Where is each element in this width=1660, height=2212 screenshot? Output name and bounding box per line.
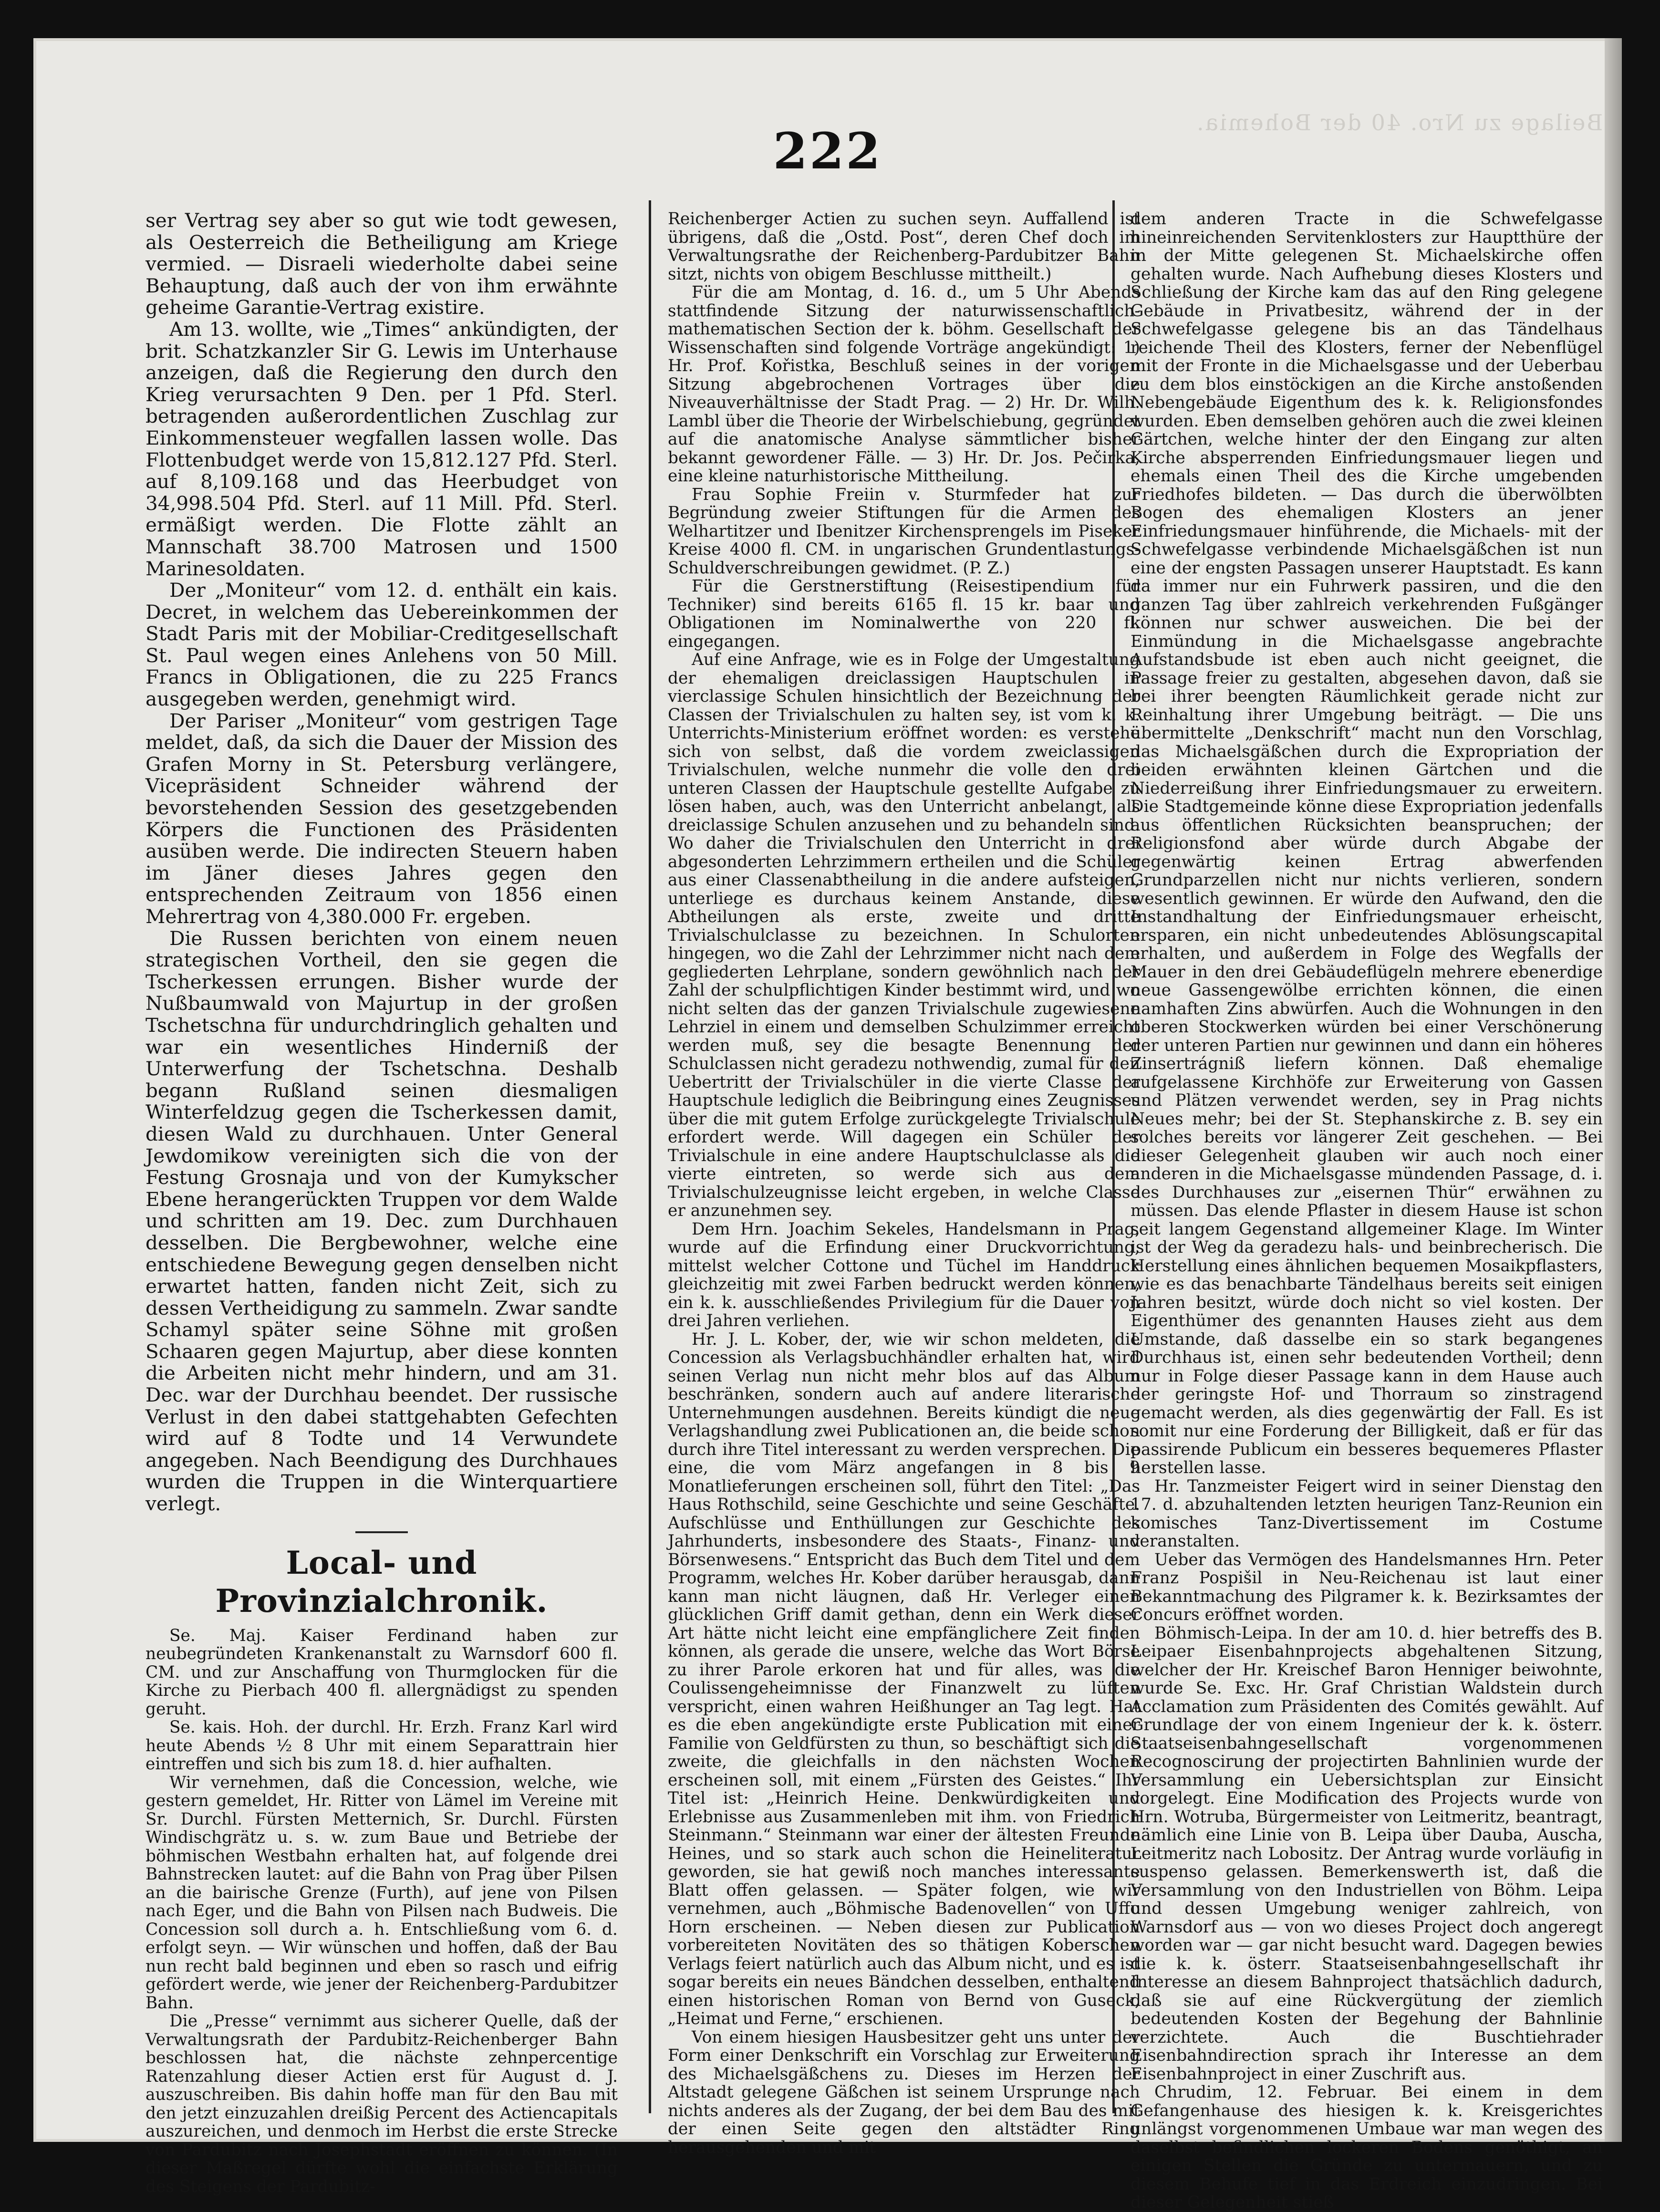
bleed-through-text: Beilage zu Nro. 40 der Bohemia. — [1195, 110, 1603, 135]
article-paragraph: Am 13. wollte, wie „Times“ ankündigten, der brit. Schatzkanzler Sir G. Lewis im Unterhause anzeigen, daß die Regierung den durch den Krieg verursachten 9 Den. per 1 Pfd. Sterl. betragenden außerordentlichen Zuschlag zur Einkommensteuer wegfallen lassen wolle. Das Flottenbudget werde von 15,812.127 Pfd. Sterl. auf 8,109.168 und das Heerbudget von 34,998.504 Pfd. Sterl. auf 11 Mill. Pfd. Sterl. ermäßigt werden. Die Flotte zählt an Mannschaft 38.700 Matrosen und 1500 Marinesoldaten. — [145, 317, 618, 580]
news-item: Böhmisch-Leipa. In der am 10. d. hier betreffs des B. Leipaer Eisenbahnprojects abgehaltenen Sitzung, welcher der Hr. Kreischef Baron Henniger beiwohnte, wurde Se. Exc. Hr. Graf Christian Waldstein durch Acclamation zum Präsidenten des Comités gewählt. Auf Grundlage der von einem Ingenieur der k. k. österr. Staatseisenbahngesellschaft vorgenommenen Recognoscirung der projectirten Bahnlinien wurde der Versammlung ein Uebersichtsplan zur Einsicht vorgelegt. Eine Modification des Projects wurde von Hrn. Wotruba, Bürgermeister von Leitmeritz, beantragt, nämlich eine Linie von B. Leipa über Dauba, Auscha, Leitmeritz nach Lobositz. Der Antrag wurde vorläufig in suspenso gelassen. Bemerkenswerth ist, daß die Versammlung von den Industriellen von Böhm. Leipa und dessen Umgebung weniger zahlreich, von Warnsdorf aus — von wo dieses Project doch angeregt worden war — gar nicht besucht ward. Dagegen bewies die k. k. österr. Staatseisenbahngesellschaft ihr Interesse an diesem Bahnproject thatsächlich dadurch, daß sie auf eine Rückvergütung der ziemlich bedeutenden Kosten der Begehung der Bahnlinie verzichtete. Auch die Buschtiehrader Eisenbahndirection sprach ihr Interesse an dem Eisenbahnproject in einer Zuschrift aus. — [1131, 1623, 1603, 2084]
article-paragraph: ser Vertrag sey aber so gut wie todt gewesen, als Oesterreich die Betheiligung am Kriege vermied. — Disraeli wiederholte dabei seine Behauptung, daß auch der von ihm erwähnte geheime Garantie-Vertrag existire. — [145, 209, 618, 319]
news-item: Dem Hrn. Joachim Sekeles, Handelsmann in Prag, wurde auf die Erfindung einer Druckvorrichtung, mittelst welcher Cottone und Tüchel im Handdruck gleichzeitig mit zwei Farben bedruckt werden können, ein k. k. ausschließendes Privilegium für die Dauer von drei Jahren verliehen. — [668, 1219, 1140, 1330]
column-2 — [668, 209, 1140, 2157]
section-heading: Local- und Provinzialchronik. — [215, 1544, 548, 1620]
news-item: Hr. J. L. Kober, der, wie wir schon meldeten, die Concession als Verlagsbuchhändler erhalten hat, wird seinen Verlag nun nicht mehr blos auf das Album beschränken, sondern auch auf andere literarische Unternehmungen ausdehnen. Bereits kündigt die neue Verlagshandlung zwei Publicationen an, die beide schon durch ihre Titel interessant zu werden versprechen. Die eine, die vom März angefangen in 8 bis 9 Monatlieferungen erscheinen soll, führt den Titel: „Das Haus Rothschild, seine Geschichte und seine Geschäfte. Aufschlüsse und Enthüllungen zur Geschichte des Jahrhunderts, insbesondere des Staats-, Finanz- und Börsenwesens.“ Entspricht das Buch dem Titel und dem Programm, welches Hr. Kober darüber herausgab, dann kann man nicht läugnen, daß Hr. Verleger einen glücklichen Griff damit gethan, denn ein Werk dieser Art hätte nicht leicht eine empfänglichere Zeit finden können, als gerade die unsere, welche das Wort Börse zu ihrer Parole erkoren hat und für alles, was die Coulissengeheimnisse der Finanzwelt zu lüften verspricht, einen wahren Heißhunger an Tag legt. Hat es die eben angekündigte erste Publication mit einer Familie von Geldfürsten zu thun, so beschäftigt sich die zweite, die gleichfalls in den nächsten Wochen erscheinen soll, mit einem „Fürsten des Geistes.“ Ihr Titel ist: „Heinrich Heine. Denkwürdigkeiten und Erlebnisse aus Zusammenleben mit ihm. von Friedrich Steinmann.“ Steinmann war einer der ältesten Freunde Heines, und so stark auch schon die Heineliteratur geworden, sie hat gewiß noch manches interessante Blatt offen gelassen. — Später folgen, wie wir vernehmen, auch „Böhmische Badenovellen“ von Uffo Horn erscheinen. — Neben diesen zur Publication vorbereiteten Novitäten des so thätigen Koberschen Verlags feiert natürlich auch das Album nicht, und es ist sogar bereits ein neues Bändchen desselben, enthaltend einen historischen Roman von Bernd von Guseck, „Heimat und Ferne,“ erschienen. — [668, 1329, 1140, 2028]
news-item: dem anderen Tracte in die Schwefelgasse hineinreichenden Servitenklosters zur Hauptthüre der in der Mitte gelegenen St. Michaelskirche offen gehalten wurde. Nach Aufhebung dieses Klosters und Schließung der Kirche kam das auf den Ring gelegene Gebäude in Privatbesitz, während der in der Schwefelgasse gelegene bis an das Tändelhaus reichende Theil des Klosters, ferner der Nebenflügel mit der Fronte in die Michaelsgasse und der Ueberbau zu dem blos einstöckigen an die Kirche anstoßenden Nebengebäude Eigenthum des k. k. Religionsfondes wurden. Eben demselben gehören auch die zwei kleinen Gärtchen, welche hinter der den Eingang zur alten Kirche absperrenden Einfriedungsmauer liegen und ehemals einen Theil des die Kirche umgebenden Friedhofes bildeten. — Das durch die überwölbten Bogen des ehemaligen Klosters an jener Einfriedungsmauer hinführende, die Michaels- mit der Schwefelgasse verbindende Michaelsgäßchen ist nun eine der engsten Passagen unserer Hauptstadt. Es kann da immer nur ein Fuhrwerk passiren, und die den ganzen Tag über zahlreich verkehrenden Fußgänger können nur schwer ausweichen. Die bei der Einmündung in die Michaelsgasse angebrachte Aufstandsbude ist eben auch nicht geeignet, die Passage freier zu gestalten, abgesehen davon, daß sie bei ihrer beengten Räumlichkeit gerade nicht zur Reinhaltung ihrer Umgebung beiträgt. — Die uns übermittelte „Denkschrift“ macht nun den Vorschlag, das Michaelsgäßchen durch die Expropriation der beiden erwähnten kleinen Gärtchen und die Niederreißung ihrer Einfriedungsmauer zu erweitern. Die Stadtgemeinde könne diese Expropriation jedenfalls aus öffentlichen Rücksichten beanspruchen; der Religionsfond aber würde durch Abgabe der gegenwärtig keinen Ertrag abwerfenden Grundparzellen nicht nur nichts verlieren, sondern wesentlich gewinnen. Er würde den Aufwand, den die Instandhaltung der Einfriedungsmauer erheischt, ersparen, ein nicht unbedeutendes Ablösungscapital erhalten, und außerdem in Folge des Wegfalls der Mauer in den drei Gebäudeflügeln mehrere ebenerdige neue Gassengewölbe errichten können, die einen namhaften Zins abwürfen. Auch die Wohnungen in den oberen Stockwerken würden bei einer Verschönerung der unteren Partien nur gewinnen und dann ein höheres Zinsertrágniß liefern können. Daß ehemalige aufgelassene Kirchhöfe zur Erweiterung von Gassen und Plätzen verwendet werden, sey in Prag nichts Neues mehr; bei der St. Stephanskirche z. B. sey ein solches bereits vor längerer Zeit geschehen. — Bei dieser Gelegenheit glauben wir auch noch einer anderen in die Michaelsgasse mündenden Passage, d. i. des Durchhauses zur „eisernen Thür“ erwähnen zu müssen. Das elende Pflaster in diesem Hause ist schon seit langem Gegenstand allgemeiner Klage. Im Winter ist der Weg da geradezu hals- und beinbrecherisch. Die Herstellung eines ähnlichen bequemen Mosaikpflasters, wie es das benachbarte Tändelhaus bereits seit einigen Jahren besitzt, würde doch nicht so viel kosten. Der Eigenthümer des genannten Hauses zieht aus dem Umstande, daß dasselbe ein so stark begangenes Durchhaus ist, einen sehr bedeutenden Vortheil; denn nur in Folge dieser Passage kann in dem Hause auch der geringste Hof- und Thorraum so zinstragend gemacht werden, als dies gegenwärtig der Fall. Es ist somit nur eine Forderung der Billigkeit, daß er für das passirende Publicum ein besseres bequemeres Pflaster herstellen lasse. — [1131, 209, 1603, 1477]
column-1 — [145, 209, 618, 2196]
page-edge-shadow — [1605, 38, 1622, 2142]
newspaper-page — [33, 38, 1622, 2212]
news-item: Se. Maj. Kaiser Ferdinand haben zur neubegründeten Krankenanstalt zu Warnsdorf 600 fl. CM. und zur Anschaffung von Thurmglocken für die Kirche zu Pierbach 400 fl. allergnädigst zu spenden geruht. — [145, 1626, 618, 1719]
news-item: Frau Sophie Freiin v. Sturmfeder hat zur Begründung zweier Stiftungen für die Armen des Welhartitzer und Ibenitzer Kirchensprengels im Piseker Kreise 4000 fl. CM. in ungarischen Grundentlastungs-Schuldverschreibungen gewidmet. (P. Z.) — [668, 485, 1140, 578]
column-3 — [1131, 209, 1603, 2212]
news-item: Reichenberger Actien zu suchen seyn. Auffallend ist übrigens, daß die „Ostd. Post“, deren Chef doch im Verwaltungsrathe der Reichenberg-Pardubitzer Bahn sitzt, nichts von obigem Beschlusse mittheilt.) — [668, 209, 1140, 284]
news-item: Für die am Montag, d. 16. d., um 5 Uhr Abends stattfindende Sitzung der naturwissenschaftlich-mathematischen Section der k. böhm. Gesellschaft der Wissenschaften sind folgende Vorträge angekündigt: 1) Hr. Prof. Kořistka, Beschluß seines in der vorigen Sitzung abgebrochenen Vortrages über die Niveauverhältnisse der Stadt Prag. — 2) Hr. Dr. Wilh. Lambl über die Theorie der Wirbelschiebung, gegründet auf die anatomische Analyse sämmtlicher bisher bekannt gewordener Fälle. — 3) Hr. Dr. Jos. Pečirka, eine kleine naturhistorische Mittheilung. — [668, 283, 1140, 486]
section-divider — [355, 1531, 408, 1533]
news-item: Ueber das Vermögen des Handelsmannes Hrn. Peter Franz Pospišil in Neu-Reichenau ist laut einer Bekanntmachung des Pilgramer k. k. Bezirksamtes der Concurs eröffnet worden. — [1131, 1550, 1603, 1624]
article-paragraph: Der Pariser „Moniteur“ vom gestrigen Tage meldet, daß, da sich die Dauer der Mission des Grafen Morny in St. Petersburg verlängere, Vicepräsident Schneider während der bevorstehenden Session des gesetzgebenden Körpers die Functionen des Präsidenten ausüben werde. Die indirecten Steuern haben im Jäner dieses Jahres gegen den entsprechenden Zeitraum von 1856 einen Mehrertrag von 4,380.000 Fr. ergeben. — [145, 709, 618, 928]
news-item: Von einem hiesigen Hausbesitzer geht uns unter der Form einer Denkschrift ein Vorschlag zur Erweiterung des Michaelsgäßchens zu. Dieses im Herzen der Altstadt gelegene Gäßchen ist seinem Ursprunge nach nichts anderes als der Zugang, der bei dem Bau des mit der einen Seite gegen den altstädter Ring herausgehenden und mit — [668, 2027, 1140, 2157]
article-paragraph: Die Russen berichten von einem neuen strategischen Vortheil, den sie gegen die Tscherkessen errungen. Bisher wurde der Nußbaumwald von Majurtup in der großen Tschetschna für undurchdringlich gehalten und war ein wesentliches Hinderniß der Unterwerfung der Tschetschna. Deshalb begann Rußland seinen diesmaligen Winterfeldzug gegen die Tscherkessen damit, diesen Wald zu durchhauen. Unter General Jewdomikow vereinigten sich die von der Festung Grosnaja und von der Kumykscher Ebene herangerückten Truppen vor dem Walde und schritten am 19. Dec. zum Durchhauen desselben. Die Bergbewohner, welche eine entschiedene Bewegung gegen denselben nicht erwartet hatten, fanden nicht Zeit, sich zu dessen Vertheidigung zu sammeln. Zwar sandte Schamyl später seine Söhne mit großen Schaaren gegen Majurtup, aber diese konnten die Arbeiten nicht mehr hindern, und am 31. Dec. war der Durchhau beendet. Der russische Verlust in den dabei stattgehabten Gefechten wird auf 8 Todte und 14 Verwundete angegeben. Nach Beendigung des Durchhaues wurden die Truppen in die Winterquartiere verlegt. — [145, 926, 618, 1516]
news-item: Wir vernehmen, daß die Concession, welche, wie gestern gemeldet, Hr. Ritter von Lämel im Vereine mit Sr. Durchl. Fürsten Metternich, Sr. Durchl. Fürsten Windischgrätz u. s. w. zum Baue und Betriebe der böhmischen Westbahn erhalten hat, auf folgende drei Bahnstrecken lautet: auf die Bahn von Prag über Pilsen an die bairische Grenze (Furth), auf jene von Pilsen nach Eger, und die Bahn von Pilsen nach Budweis. Die Concession soll durch a. h. Entschließung vom 6. d. erfolgt seyn. — Wir wünschen und hoffen, daß der Bau nun recht bald beginnen und eben so rasch und eifrig gefördert werde, wie jener der Reichenberg-Pardubitzer Bahn. — [145, 1773, 618, 2013]
news-item: Für die Gerstnerstiftung (Reisestipendium für Techniker) sind bereits 6165 fl. 15 kr. baar und Obligationen im Nominalwerthe von 220 fl. eingegangen. — [668, 577, 1140, 651]
page-number: 222 — [773, 122, 882, 180]
news-item: Hr. Tanzmeister Feigert wird in seiner Dienstag den 17. d. abzuhaltenden letzten heurigen Tanz-Reunion ein komisches Tanz-Divertissement im Costume veranstalten. — [1131, 1476, 1603, 1551]
article-paragraph: Der „Moniteur“ vom 12. d. enthält ein kais. Decret, in welchem das Uebereinkommen der Stadt Paris mit der Mobiliar-Creditgesellschaft St. Paul wegen eines Anlehens von 50 Mill. Francs in Obligationen, die zu 225 Francs ausgegeben werden, genehmigt wird. — [145, 579, 618, 711]
news-item: Se. kais. Hoh. der durchl. Hr. Erzh. Franz Karl wird heute Abends ½ 8 Uhr mit einem Separattrain hier eintreffen und sich bis zum 18. d. hier aufhalten. — [145, 1718, 618, 1774]
news-item: Auf eine Anfrage, wie es in Folge der Umgestaltung der ehemaligen dreiclassigen Hauptschulen in vierclassige Schulen hinsichtlich der Bezeichnung der Classen der Trivialschulen zu halten sey, ist vom k. k. Unterrichts-Ministerium eröffnet worden: es verstehe sich von selbst, daß die vordem zweiclassigen Trivialschulen, welche nunmehr die volle den drei unteren Classen der Hauptschule gestellte Aufgabe zu lösen haben, auch, was den Unterricht anbelangt, als dreiclassige Schulen anzusehen und zu behandeln sind. Wo daher die Trivialschulen den Unterricht in drei abgesonderten Lehrzimmern ertheilen und die Schüler aus einer Classenabtheilung in die andere aufsteigen, unterliege es durchaus keinem Anstande, diese Abtheilungen als erste, zweite und dritte Trivialschulclasse zu bezeichnen. In Schulorten hingegen, wo die Zahl der Lehrzimmer nicht nach dem gegliederten Lehrplane, sondern gewöhnlich nach der Zahl der schulpflichtigen Kinder bestimmt wird, und wo nicht selten das der ganzen Trivialschule zugewiesene Lehrziel in einem und demselben Schulzimmer erreicht werden muß, sey die besagte Benennung der Schulclassen nicht geradezu nothwendig, zumal für den Uebertritt der Trivialschüler in die vierte Classe der Hauptschule lediglich die Beibringung eines Zeugnisses über die mit gutem Erfolge zurückgelegte Trivialschule erfordert werde. Will dagegen ein Schüler der Trivialschule in eine andere Hauptschulclasse als die vierte eintreten, so werde sich aus dem Trivialschulzeugnisse leicht ergeben, in welche Classe er anzunehmen sey. — [668, 650, 1140, 1220]
column-rule — [649, 200, 651, 2113]
news-item: Die „Presse“ vernimmt aus sicherer Quelle, daß der Verwaltungsrath der Pardubitz-Reichenberger Bahn beschlossen hat, die nächste zehnpercentige Ratenzahlung dieser Actien erst für August d. J. auszuschreiben. Bis dahin hoffe man für den Bau mit den jetzt einzuzahlen dreißig Percent des Actiencapitals auszureichen, und denmoch im Herbst die erste Strecke von Pardubitz nach Josephstadt eröffnen zu können. (In dieser Maßregel dürfte wohl die einfachste Erklärung des Steigens der Pardubitz- — [145, 2012, 618, 2196]
news-item: Chrudim, 12. Februar. Bei einem in dem Gefangenhause des hiesigen k. k. Kreisgerichtes unlängst vorgenommenen Umbaue war man wegen des daselbst befindlichen lockeren Bodens genöthigt, an einigen Stellen die Gründe zu untermauern, und zu diesem Behufe tief in das Erdreich einzudringen. Bei dieser Gelegenheit stieß — [1131, 2083, 1603, 2212]
